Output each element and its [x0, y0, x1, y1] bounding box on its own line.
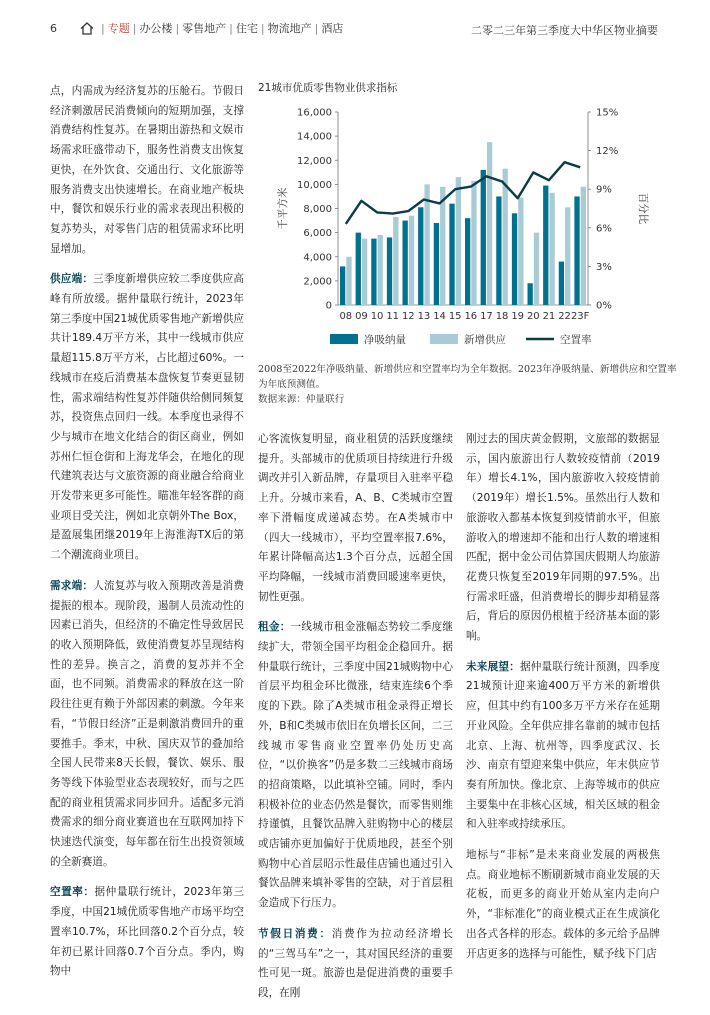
bar-new-supply	[456, 177, 461, 305]
paragraph: 刚过去的国庆黄金假期，文旅部的数据显示，国内旅游出行人数较疫情前（2019年）增长4.1%，国内旅游收入较疫情前（2019年）增长1.5%。虽然出行人数和旅游收入都基本恢复到疫情前水平，但旅游收入的增速却不能和出行人数的增速相匹配，据中金公司估算国庆假期人均旅游花费只恢复至2019年同期的97.5%。出行需求旺盛，但消费增长的脚步却稍显落后，背后的原因仍根植于经济基本面的影响。	[466, 433, 660, 643]
chart-title: 21城市优质零售物业供求指标	[258, 82, 398, 94]
x-tick-label: 16	[464, 311, 478, 322]
legend-swatch-net-absorption	[330, 334, 358, 344]
bar-new-supply	[471, 181, 476, 305]
page-number: 6	[50, 22, 57, 35]
nav-item-logistics[interactable]: 物流地产	[267, 22, 312, 35]
bar-new-supply	[565, 207, 570, 305]
nav-item-hotel[interactable]: 酒店	[321, 22, 344, 35]
x-tick-label: 17	[480, 311, 493, 322]
y2-axis-title: 百分比	[637, 192, 649, 225]
nav-item-office[interactable]: 办公楼	[139, 22, 173, 35]
column-left	[50, 82, 244, 993]
y-tick-label: 10,000	[297, 179, 332, 191]
bar-net-absorption	[512, 213, 517, 305]
x-tick-label: 14	[433, 311, 446, 322]
paragraph-demand: 需求端：人流复苏与收入预期改善是消费提振的根本。现阶段，遏制人员流动性的因素已消失，但经济的不确定性导致居民的收入预期降低，致使消费复苏呈现结构性的差异。换言之，消费的复苏并不全面，也不同频。消费需求的释放在这一阶段往往更有赖于外部因素的刺激。今年来看，“节假日经济”正是刺激消费回升的重要推手。季末，中秋、国庆双节的叠加给全国人民带来8天长假，餐饮、娱乐、服务等线下体验型业态表现较好，而与之匹配的商业租赁需求同步回升。适配多元消费需求的细分商业赛道也在互联网加持下快速迭代演变，每年都在衍生出投资领域的全新赛道。	[50, 579, 245, 868]
bar-new-supply	[534, 233, 539, 305]
rent-label: 租金：	[258, 621, 291, 634]
bar-net-absorption	[496, 196, 501, 305]
y-tick-label: 8,000	[303, 204, 332, 215]
bar-net-absorption	[449, 204, 454, 305]
report-title: 二零二三年第三季度大中华区物业摘要	[471, 24, 658, 37]
x-tick-label: 15	[448, 311, 462, 322]
chart-note	[258, 362, 678, 407]
y2-tick-label: 12%	[596, 146, 619, 158]
supply-demand-chart	[258, 100, 678, 360]
chart-footnote: 2008至2022年净吸纳量、新增供应和空置率均为全年数据。2023年净吸纳量、新增供应和空置率为年底预测值。	[258, 364, 677, 390]
paragraph: 地标与“非标”是未来商业发展的两极焦点。商业地标不断刷新城市商业发展的天花板，而更多的商业开始从室内走向户外，“非标准化”的商业模式正在生成演化出各式各样的形态。载体的多元给予品牌开店更多的选择与可能性，赋予线下门店	[466, 849, 660, 960]
paragraph: 点，内需成为经济复苏的压舱石。节假日经济刺激居民消费倾向的短期加强，支撑消费结构性复苏。在暑期出游热和文娱市场需求旺盛带动下，服务性消费支出恢复更快，在外饮食、交通出行、文化旅游等服务消费支出快速增长。在商业地产板块中，餐饮和娱乐行业的需求表现出积极的复苏势头，对零售门店的租赁需求环比明显增加。	[50, 85, 244, 255]
x-tick-label: 09	[355, 311, 368, 322]
bar-net-absorption	[418, 207, 423, 305]
y2-tick-label: 9%	[596, 184, 612, 196]
y-tick-label: 16,000	[297, 107, 332, 119]
paragraph-holiday: 节假日消费：消费作为拉动经济增长的“三驾马车”之一，其对国民经济的重要性可见一斑。旅游也是促进消费的重要手段，在刚	[258, 927, 454, 999]
paragraph-supply: 供应端：三季度新增供应较二季度供应高峰有所放缓。据仲量联行统计，2023年第三季度中国21城优质零售地产新增供应共计189.4万平方米，其中一线城市供应量超115.8万平方米，占比超过60%。一线城市在疫后消费基本盘恢复节奏更显韧性，需求端结构性复苏伴随供给侧同频复苏，投资焦点回归一线。本季度也录得不少与城市在地文化结合的街区商业，例如苏州仁恒仓街和上海龙华会，在地化的现代建筑表达与文旅资源的商业融合给商业开发带来更多可能性。瞄准年轻客群的商业项目受关注，例如北京朝外The Box，是盈展集团继2019年上海淮海TX后的第二个潮流商业项目。	[50, 273, 245, 562]
section-nav: | 专题 | 办公楼 | 零售地产 | 住宅 | 物流地产 | 酒店	[80, 20, 343, 36]
bar-net-absorption	[543, 186, 548, 305]
bar-net-absorption	[340, 266, 345, 305]
paragraph-outlook: 未来展望：据仲量联行统计预测，四季度21城预计迎来逾400万平方米的新增供应，但其中约有100多万平方米存在延期开业风险。全年供应排名靠前的城市包括北京、上海、杭州等，四季度武汉、长沙、南京有望迎来集中供应，年末供应节奏有所加快。像北京、上海等城市的供应主要集中在非核心区域，相关区域的租金和入驻率或持续承压。	[466, 660, 661, 831]
y2-tick-label: 6%	[596, 223, 612, 235]
legend-label-new-supply: 新增供应	[464, 334, 506, 346]
bar-net-absorption	[528, 283, 533, 305]
x-tick-label: 21	[542, 311, 556, 322]
y-axis-title: 千平方米	[277, 187, 289, 230]
y-tick-label: 6,000	[303, 228, 332, 240]
legend-label-vacancy-rate: 空置率	[560, 334, 592, 346]
x-tick-label: 22	[558, 311, 571, 322]
nav-item-special[interactable]: 专题	[107, 22, 130, 35]
bar-net-absorption	[434, 223, 439, 305]
bar-net-absorption	[465, 218, 470, 305]
paragraph-rent: 租金：一线城市租金涨幅态势较二季度继续扩大，带领全国平均租金企稳回升。据仲量联行统计，三季度中国21城购物中心首层平均租金环比微涨，结束连续6个季度的下跌。除了A类城市租金录得正增长外，B和C类城市依旧在负增长区间，二三线城市零售商业空置率仍处历史高位，“以价换客”仍是多数二三线城市商场的招商策略，以此填补空铺。同时，季内积极补位的业态仍然是餐饮，而零售则维持谨慎，且餐饮品牌入驻购物中心的楼层或店铺亦更加偏好于优质地段，甚至个别购物中心首层昭示性最佳店铺也通过引入餐饮品牌来填补零售的空缺，对于首层租金造成下行压力。	[258, 621, 454, 910]
y2-tick-label: 3%	[596, 261, 612, 273]
demand-label: 需求端：	[50, 579, 94, 592]
y2-tick-label: 15%	[596, 107, 619, 119]
x-tick-label: 19	[511, 311, 525, 322]
x-tick-label: 20	[526, 311, 540, 322]
x-tick-label: 12	[401, 311, 415, 322]
bar-net-absorption	[371, 239, 376, 305]
bar-new-supply	[518, 198, 523, 305]
nav-item-residential[interactable]: 住宅	[235, 22, 258, 35]
bar-new-supply	[424, 184, 429, 305]
nav-item-retail[interactable]: 零售地产	[182, 22, 227, 35]
bar-new-supply	[393, 217, 398, 305]
paragraph: 心客流恢复明显，商业租赁的活跃度继续提升。头部城市的优质项目持续进行升级调改并引入新品牌，存量项目入驻率平稳上升。分城市来看，A、B、C类城市空置率下滑幅度成递减态势。在A类城市中（四大一线城市），平均空置率报7.6%，年累计降幅高达1.3个百分点，远超全国平均降幅，一线城市消费回暖速率更快，韧性更强。	[258, 433, 453, 603]
x-tick-label: 18	[495, 311, 509, 322]
paragraph-vacancy: 空置率：据仲量联行统计，2023年第三季度，中国21城优质零售地产市场平均空置率10.7%，环比回落0.2个百分点，较年初已累计回落0.7个百分点。季内，购物中	[50, 886, 244, 978]
bar-net-absorption	[387, 237, 392, 305]
bar-new-supply	[378, 235, 383, 305]
x-tick-label: 23F	[570, 311, 590, 322]
page-header	[0, 0, 710, 52]
y-tick-label: 14,000	[297, 131, 332, 143]
legend-swatch-new-supply	[430, 334, 458, 344]
bar-net-absorption	[403, 221, 408, 305]
y2-tick-label: 0%	[596, 300, 612, 312]
bar-net-absorption	[356, 233, 361, 305]
outlook-label: 未来展望：	[466, 660, 520, 673]
chart-source: 数据来源：仲量联行	[258, 394, 345, 405]
bar-new-supply	[503, 169, 508, 305]
column-right	[466, 430, 660, 975]
legend-label-net-absorption: 净吸纳量	[364, 334, 406, 346]
bar-new-supply	[487, 142, 492, 305]
bar-net-absorption	[574, 196, 579, 305]
bar-new-supply	[440, 187, 445, 305]
bar-new-supply	[581, 187, 586, 305]
y-tick-label: 0	[325, 300, 332, 312]
bar-new-supply	[346, 257, 351, 305]
home-icon[interactable]	[80, 22, 94, 35]
y-tick-label: 2,000	[303, 276, 332, 288]
x-tick-label: 13	[417, 311, 431, 322]
y-tick-label: 4,000	[303, 252, 332, 264]
vacancy-label: 空置率：	[50, 886, 95, 899]
bar-net-absorption	[481, 170, 486, 305]
bar-net-absorption	[559, 262, 564, 305]
x-tick-label: 10	[370, 311, 384, 322]
y-tick-label: 12,000	[297, 155, 332, 167]
supply-label: 供应端：	[50, 273, 94, 286]
holiday-label: 节假日消费：	[258, 927, 332, 940]
bar-new-supply	[409, 216, 414, 305]
nav-separator: |	[101, 21, 105, 35]
x-tick-label: 11	[386, 311, 400, 322]
bar-new-supply	[549, 193, 554, 305]
column-middle	[258, 430, 453, 1015]
bar-new-supply	[362, 239, 367, 305]
x-tick-label: 08	[339, 311, 353, 322]
